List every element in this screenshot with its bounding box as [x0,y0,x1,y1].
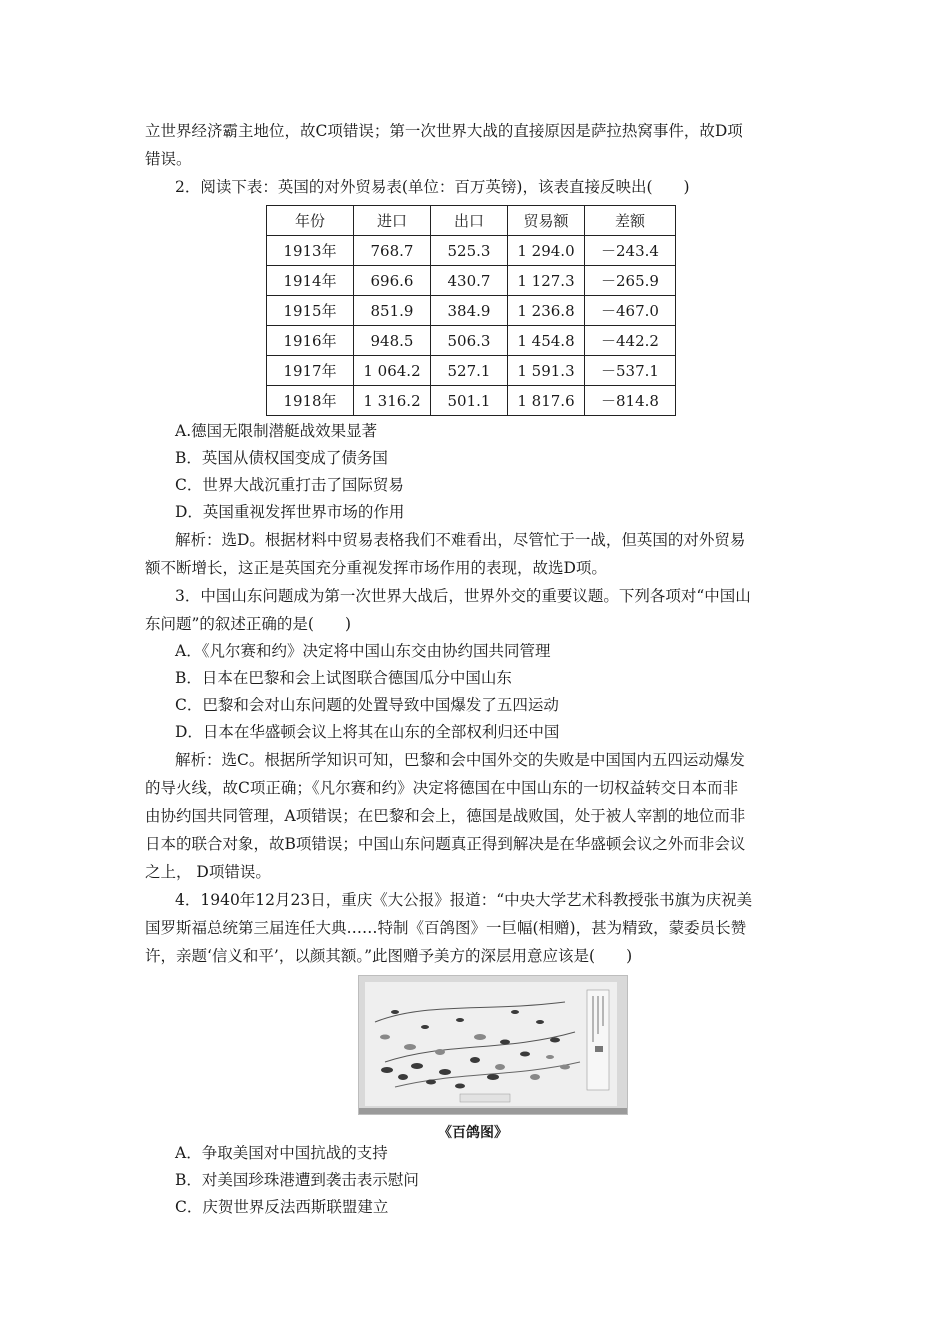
table-header: 差额 [585,206,676,236]
analysis-line: 额不断增长，这正是英国充分重视发挥市场作用的表现，故选D项。 [145,559,607,577]
table-cell: 501.1 [431,386,508,416]
analysis-line: 日本的联合对象，故B项错误；中国山东问题真正得到解决是在华盛顿会议之外而非会议 [145,835,746,853]
analysis-line: 之上， D项错误。 [145,863,271,881]
option-b: B．日本在巴黎和会上试图联合德国瓜分中国山东 [175,669,512,687]
table-cell: 1916年 [267,326,354,356]
table-cell: 1 316.2 [354,386,431,416]
table-row [267,356,676,386]
table-header: 贸易额 [508,206,585,236]
table-header-row [267,206,676,236]
figure-caption: 《百鸽图》 [438,1125,508,1141]
analysis-line: 解析：选C。根据所学知识可知，巴黎和会中国外交的失败是中国国内五四运动爆发 [175,751,745,769]
question-3: 3．中国山东问题成为第一次世界大战后，世界外交的重要议题。下列各项对“中国山 [175,587,751,605]
doves-painting-icon [365,982,617,1106]
frame-bottom-bar [359,1108,627,1114]
table-cell: 1913年 [267,236,354,266]
option-d: D．英国重视发挥世界市场的作用 [175,503,405,521]
option-b: B．英国从债权国变成了债务国 [175,449,388,467]
table-cell: －467.0 [585,296,676,326]
table-cell: 1 817.6 [508,386,585,416]
analysis-line: 的导火线，故C项正确；《凡尔赛和约》决定将德国在中国山东的一切权益转交日本而非 [145,779,739,797]
table-cell: 1918年 [267,386,354,416]
table-cell: 768.7 [354,236,431,266]
table-header: 年份 [267,206,354,236]
table-cell: 525.3 [431,236,508,266]
question-4-cont: 国罗斯福总统第三届连任大典……特制《百鸽图》一巨幅(相赠)，甚为精致，蒙委员长赞 [145,919,747,937]
question-4-cont: 许，亲题‘信义和平’，以颜其额。”此图赠予美方的深层用意应该是( ) [145,947,633,965]
table-row [267,266,676,296]
table-cell: 1 294.0 [508,236,585,266]
table-cell: 1 064.2 [354,356,431,386]
table-cell: －243.4 [585,236,676,266]
painting-image [358,975,628,1115]
analysis-line: 解析：选D。根据材料中贸易表格我们不难看出，尽管忙于一战，但英国的对外贸易 [175,531,746,549]
table-row [267,236,676,266]
table-cell: 1917年 [267,356,354,386]
table-cell: 1 591.3 [508,356,585,386]
option-a: A.德国无限制潜艇战效果显著 [175,422,378,440]
analysis-line: 由协约国共同管理，A项错误；在巴黎和会上，德国是战败国，处于被人宰割的地位而非 [145,807,746,825]
question-4: 4．1940年12月23日，重庆《大公报》报道：“中央大学艺术科教授张书旗为庆祝美 [175,891,753,909]
table-cell: 696.6 [354,266,431,296]
text-line: 立世界经济霸主地位，故C项错误；第一次世界大战的直接原因是萨拉热窝事件，故D项 [145,122,743,140]
table-header: 进口 [354,206,431,236]
table-cell: 384.9 [431,296,508,326]
table-row [267,386,676,416]
text-line: 错误。 [145,150,192,168]
table-header: 出口 [431,206,508,236]
table-row [267,326,676,356]
table-cell: 1 236.8 [508,296,585,326]
table-cell: －442.2 [585,326,676,356]
table-cell: 527.1 [431,356,508,386]
table-cell: 851.9 [354,296,431,326]
option-d: D．日本在华盛顿会议上将其在山东的全部权利归还中国 [175,723,560,741]
option-c: C．世界大战沉重打击了国际贸易 [175,476,404,494]
option-c: C．巴黎和会对山东问题的处置导致中国爆发了五四运动 [175,696,559,714]
table-cell: －265.9 [585,266,676,296]
option-c: C．庆贺世界反法西斯联盟建立 [175,1198,389,1216]
question-2: 2．阅读下表：英国的对外贸易表(单位：百万英镑)，该表直接反映出( ) [175,178,690,196]
trade-table [266,205,676,416]
table-cell: 430.7 [431,266,508,296]
table-cell: －537.1 [585,356,676,386]
table-cell: 506.3 [431,326,508,356]
table-cell: 1914年 [267,266,354,296]
option-b: B．对美国珍珠港遭到袭击表示慰问 [175,1171,419,1189]
table-cell: 1915年 [267,296,354,326]
question-3-cont: 东问题”的叙述正确的是( ) [145,615,352,633]
table-cell: 1 454.8 [508,326,585,356]
table-cell: 1 127.3 [508,266,585,296]
option-a: A．争取美国对中国抗战的支持 [175,1144,388,1162]
table-cell: 948.5 [354,326,431,356]
table-cell: －814.8 [585,386,676,416]
option-a: A．《凡尔赛和约》决定将中国山东交由协约国共同管理 [175,642,551,660]
painting-canvas [365,982,617,1106]
table-row [267,296,676,326]
